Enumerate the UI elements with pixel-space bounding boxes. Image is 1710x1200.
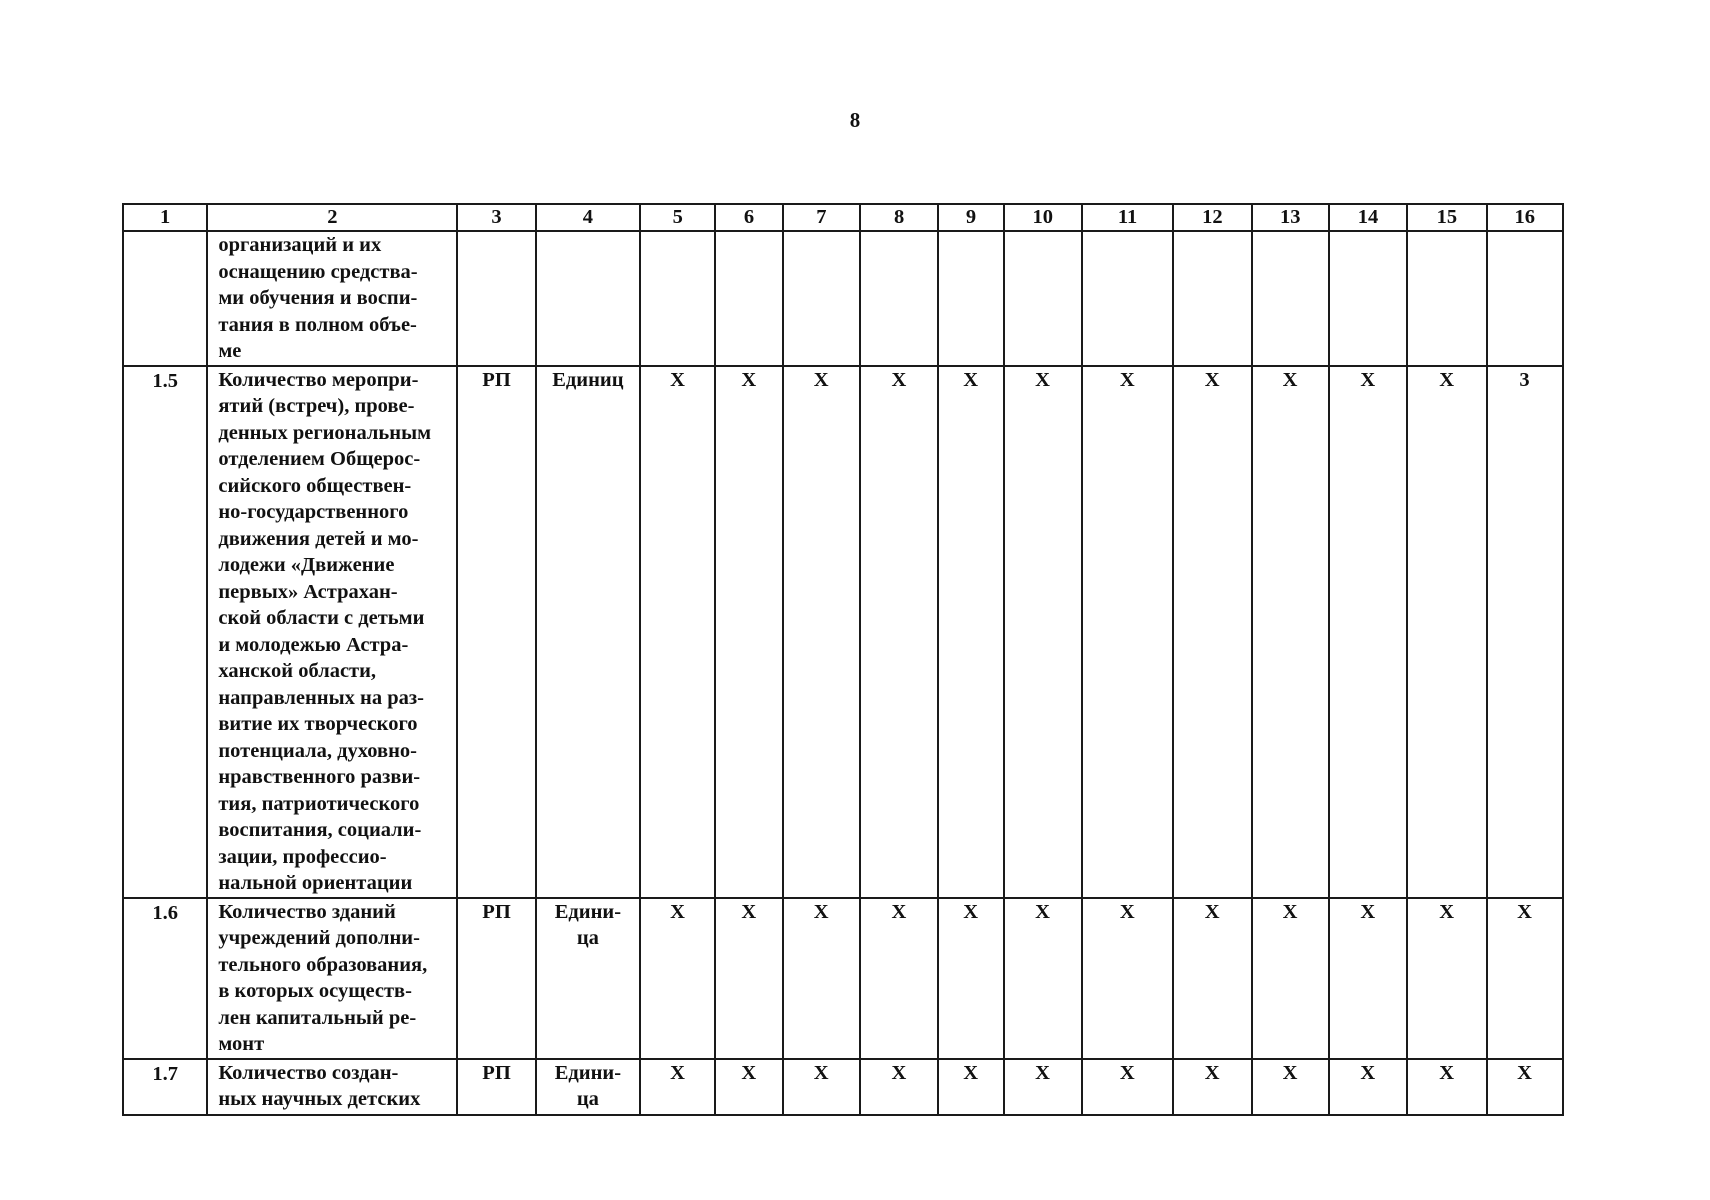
indicator-value xyxy=(1004,231,1082,366)
indicator-value: X xyxy=(1004,366,1082,898)
indicator-source: РП xyxy=(457,898,535,1059)
column-header: 3 xyxy=(457,204,535,231)
column-header: 8 xyxy=(860,204,938,231)
indicator-value: X xyxy=(938,1059,1003,1115)
column-header: 9 xyxy=(938,204,1003,231)
description-line: Количество создан- xyxy=(218,1061,399,1084)
indicator-value: X xyxy=(1407,1059,1486,1115)
column-header: 10 xyxy=(1004,204,1082,231)
indicator-value: X xyxy=(1252,366,1329,898)
indicator-value xyxy=(1173,231,1251,366)
indicator-value: X xyxy=(1004,898,1082,1059)
page-number: 8 xyxy=(849,108,861,132)
indicator-unit: Единиц xyxy=(536,366,640,898)
description-line: воспитания, социали- xyxy=(218,819,422,841)
table-row xyxy=(123,1059,1563,1115)
indicator-unit: Едини- ца xyxy=(536,898,640,1059)
description-line: оснащению средства- xyxy=(218,260,418,283)
column-header: 5 xyxy=(640,204,715,231)
indicator-value: X xyxy=(1082,366,1173,898)
indicator-value: X xyxy=(1487,898,1563,1059)
indicator-value: X xyxy=(1329,1059,1407,1115)
column-header: 14 xyxy=(1329,204,1407,231)
description-line: тания в полном объе- xyxy=(218,313,417,336)
description-line: денных региональным xyxy=(218,421,432,444)
indicator-value: X xyxy=(783,898,860,1059)
description-line: витие их творческого xyxy=(218,713,418,735)
column-header: 11 xyxy=(1082,204,1173,231)
indicator-value: 3 xyxy=(1487,366,1563,898)
description-line: ханской области, xyxy=(218,660,377,682)
indicator-value: X xyxy=(640,1059,715,1115)
column-header: 16 xyxy=(1487,204,1563,231)
indicator-value: X xyxy=(1329,366,1407,898)
column-header: 13 xyxy=(1252,204,1329,231)
description-line: Количество зданий xyxy=(218,900,396,923)
indicator-value: X xyxy=(640,898,715,1059)
indicator-value xyxy=(1082,231,1173,366)
indicator-number: 1.7 xyxy=(123,1059,207,1115)
description-line: потенциала, духовно- xyxy=(218,739,417,762)
indicator-value xyxy=(640,231,715,366)
column-header: 1 xyxy=(123,204,207,231)
indicator-value: X xyxy=(938,366,1003,898)
description-line: и молодежью Астра- xyxy=(218,633,409,656)
indicator-value: X xyxy=(1407,366,1486,898)
description-line: в которых осуществ- xyxy=(218,980,412,1002)
description-line: отделением Общерос- xyxy=(218,448,421,470)
description-line: ятий (встреч), прове- xyxy=(218,395,415,417)
indicator-description xyxy=(207,898,457,1059)
indicator-value: X xyxy=(715,1059,782,1115)
table-row xyxy=(123,231,1563,366)
indicator-value xyxy=(1252,231,1329,366)
indicator-value: X xyxy=(1082,898,1173,1059)
description-line: движения детей и мо- xyxy=(218,527,419,550)
description-line: учреждений дополни- xyxy=(218,927,420,949)
indicator-number: 1.5 xyxy=(123,366,207,898)
description-line: ми обучения и воспи- xyxy=(218,287,418,309)
indicator-number: 1.6 xyxy=(123,898,207,1059)
column-header: 6 xyxy=(715,204,782,231)
indicator-value: X xyxy=(1252,898,1329,1059)
indicator-value: X xyxy=(1252,1059,1329,1115)
description-line: направленных на раз- xyxy=(218,686,424,709)
description-line: ской области с детьми xyxy=(218,607,425,629)
indicator-value: X xyxy=(715,366,782,898)
indicator-value: X xyxy=(783,366,860,898)
indicator-description xyxy=(207,1059,457,1115)
column-header: 12 xyxy=(1173,204,1251,231)
indicator-table xyxy=(122,203,1564,1116)
indicator-value xyxy=(938,231,1003,366)
table-body xyxy=(123,204,1563,1115)
description-line: тия, патриотического xyxy=(218,792,420,815)
indicator-value: X xyxy=(1173,1059,1251,1115)
indicator-description xyxy=(207,231,457,366)
description-line: нальной ориентации xyxy=(218,872,413,894)
table-row xyxy=(123,898,1563,1059)
description-line: ных научных детских xyxy=(218,1088,421,1110)
indicator-source xyxy=(457,231,535,366)
indicator-value xyxy=(860,231,938,366)
indicator-source: РП xyxy=(457,366,535,898)
description-line: сийского обществен- xyxy=(218,474,412,497)
indicator-value: X xyxy=(1173,366,1251,898)
description-line: монт xyxy=(218,1033,265,1055)
description-line: зации, профессио- xyxy=(218,845,387,868)
indicator-value: X xyxy=(860,1059,938,1115)
indicator-value: X xyxy=(860,898,938,1059)
indicator-description xyxy=(207,366,457,898)
indicator-value: X xyxy=(783,1059,860,1115)
indicator-number xyxy=(123,231,207,366)
indicator-value: X xyxy=(1487,1059,1563,1115)
indicator-value xyxy=(1407,231,1486,366)
table-row xyxy=(123,366,1563,898)
indicator-value: X xyxy=(1173,898,1251,1059)
description-line: организаций и их xyxy=(218,234,382,256)
description-line: лен капитальный ре- xyxy=(218,1006,417,1029)
description-line: тельного образования, xyxy=(218,953,428,976)
indicator-value: X xyxy=(1329,898,1407,1059)
description-line: Количество меропри- xyxy=(218,368,419,391)
indicator-source: РП xyxy=(457,1059,535,1115)
indicator-unit xyxy=(536,231,640,366)
indicator-value: X xyxy=(1082,1059,1173,1115)
description-line: ме xyxy=(218,340,242,362)
column-header: 7 xyxy=(783,204,860,231)
table-header-row xyxy=(123,204,1563,231)
description-line: первых» Астрахан- xyxy=(218,580,398,603)
column-header: 15 xyxy=(1407,204,1486,231)
description-line: нравственного разви- xyxy=(218,766,421,788)
column-header: 4 xyxy=(536,204,640,231)
indicator-value: X xyxy=(860,366,938,898)
indicator-value: X xyxy=(640,366,715,898)
indicator-value: X xyxy=(715,898,782,1059)
indicator-value: X xyxy=(1004,1059,1082,1115)
indicator-value xyxy=(1487,231,1563,366)
indicator-value xyxy=(715,231,782,366)
indicator-value xyxy=(1329,231,1407,366)
column-header: 2 xyxy=(207,204,457,231)
indicator-unit: Едини- ца xyxy=(536,1059,640,1115)
description-line: но-государственного xyxy=(218,501,409,523)
indicator-value: X xyxy=(938,898,1003,1059)
indicator-value: X xyxy=(1407,898,1486,1059)
indicator-value xyxy=(783,231,860,366)
description-line: лодежи «Движение xyxy=(218,554,395,576)
